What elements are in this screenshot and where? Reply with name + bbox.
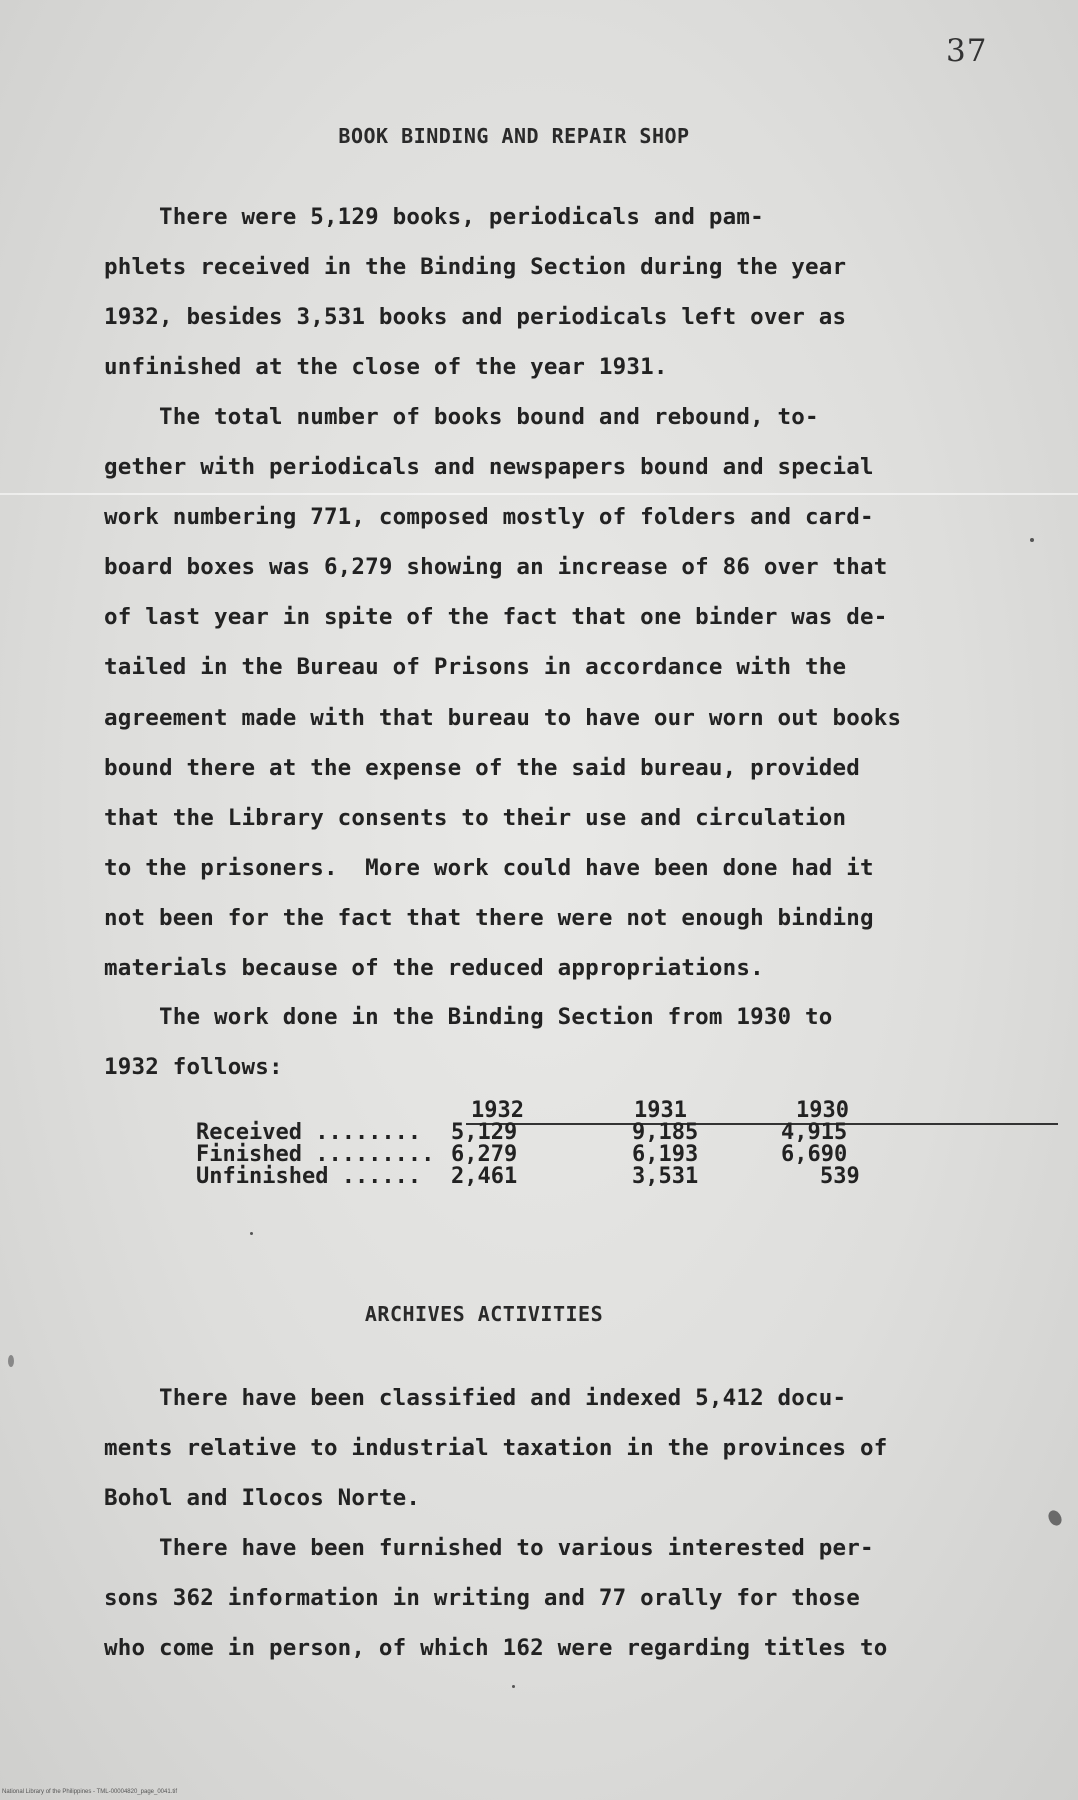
text-line: gether with periodicals and newspapers bound and special bbox=[104, 454, 874, 481]
text-line: board boxes was 6,279 showing an increase of 86 over that bbox=[104, 554, 888, 581]
table-cell: 9,185 bbox=[632, 1120, 699, 1145]
text-line: sons 362 information in writing and 77 orally for those bbox=[104, 1585, 861, 1612]
row-label: Received ........ bbox=[196, 1120, 422, 1145]
text-line: tailed in the Bureau of Prisons in accordance with the bbox=[104, 654, 847, 681]
text-line: ments relative to industrial taxation in the provinces of bbox=[104, 1435, 888, 1462]
text-line: The total number of books bound and rebound, to- bbox=[104, 404, 819, 430]
paragraph-documents-indexed bbox=[104, 1373, 984, 1523]
row-label: Finished ......... bbox=[196, 1142, 435, 1167]
table-cell: 6,279 bbox=[451, 1142, 518, 1167]
table-header-row bbox=[196, 1100, 896, 1122]
text-line: There have been furnished to various interested per- bbox=[104, 1535, 874, 1561]
table-row bbox=[196, 1166, 896, 1188]
scan-speck bbox=[8, 1355, 14, 1367]
text-line: of last year in spite of the fact that one binder was de- bbox=[104, 604, 888, 631]
text-line: bound there at the expense of the said bureau, provided bbox=[104, 754, 861, 781]
text-line: not been for the fact that there were not enough binding bbox=[104, 904, 874, 931]
text-line: phlets received in the Binding Section during the year bbox=[104, 254, 847, 281]
scan-speck bbox=[250, 1232, 253, 1235]
table-cell: 6,193 bbox=[632, 1142, 699, 1167]
table-cell: 2,461 bbox=[451, 1164, 518, 1189]
column-header-1930: 1930 bbox=[796, 1098, 849, 1123]
text-line: There were 5,129 books, periodicals and pam- bbox=[104, 204, 764, 230]
table-cell: 3,531 bbox=[632, 1164, 699, 1189]
row-label: Unfinished ...... bbox=[196, 1164, 422, 1189]
column-header-1931: 1931 bbox=[634, 1098, 687, 1123]
text-line: 1932, besides 3,531 books and periodicals left over as bbox=[104, 304, 847, 331]
table-cell: 5,129 bbox=[451, 1120, 518, 1145]
table-row bbox=[196, 1122, 896, 1144]
scan-speck bbox=[1046, 1508, 1064, 1528]
text-line: Bohol and Ilocos Norte. bbox=[104, 1485, 421, 1512]
table-cell: 4,915 bbox=[781, 1120, 848, 1145]
text-line: agreement made with that bureau to have our worn out books bbox=[104, 704, 902, 731]
text-line: materials because of the reduced appropriations. bbox=[104, 955, 764, 982]
paragraph-books-received bbox=[104, 192, 984, 392]
section-heading-book-binding: BOOK BINDING AND REPAIR SHOP bbox=[338, 124, 690, 148]
text-line: who come in person, of which 162 were regarding titles to bbox=[104, 1635, 888, 1662]
text-line: The work done in the Binding Section from 1930 to bbox=[104, 1004, 833, 1030]
scan-speck bbox=[1030, 538, 1034, 542]
table-row bbox=[196, 1144, 896, 1166]
section-heading-archives: ARCHIVES ACTIVITIES bbox=[364, 1302, 604, 1326]
text-line: unfinished at the close of the year 1931. bbox=[104, 354, 668, 381]
paragraph-work-summary-intro bbox=[104, 992, 984, 1092]
text-line: that the Library consents to their use and circulation bbox=[104, 804, 847, 831]
text-line: to the prisoners. More work could have been done had it bbox=[104, 854, 874, 881]
scan-credit: National Library of the Philippines - TML-00004820_page_0041.tif bbox=[2, 1789, 178, 1795]
page-number: 37 bbox=[946, 33, 988, 69]
scan-speck bbox=[512, 1685, 515, 1688]
column-header-1932: 1932 bbox=[471, 1098, 524, 1123]
text-line: work numbering 771, composed mostly of folders and card- bbox=[104, 504, 874, 531]
text-line: 1932 follows: bbox=[104, 1054, 283, 1081]
paragraph-books-bound bbox=[104, 392, 984, 993]
table-cell: 539 bbox=[820, 1164, 860, 1189]
table-cell: 6,690 bbox=[781, 1142, 848, 1167]
paragraph-information-furnished bbox=[104, 1523, 984, 1673]
binding-statistics-table bbox=[196, 1100, 896, 1188]
text-line: There have been classified and indexed 5,412 docu- bbox=[104, 1385, 847, 1411]
